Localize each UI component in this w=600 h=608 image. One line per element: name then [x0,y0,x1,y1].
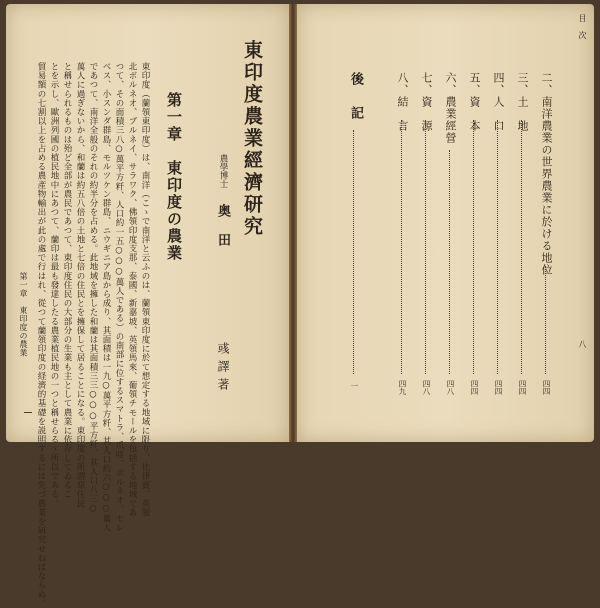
toc-entry-label: 三、土 地 [516,72,529,132]
toc-leader [497,120,498,374]
toc-entry-page: 四四 [470,380,479,395]
body-line: ベス、小スンダ群島、モルツケン群島、ニウギニア島から成り、其面積は一九○萬平方粁、其人口約六○○○萬人 [101,62,111,533]
toc-entry-page: 四九 [398,380,407,395]
body-line: 東印度（蘭領東印度）は、南洋（こゝで南洋と云ふのは、蘭領東印度に於て想定する地域に限り、比律賓、英領 [140,62,150,517]
toc-entry-page: 四四 [542,380,551,395]
toc-leader [425,120,426,374]
toc-leader [449,150,450,374]
toc-entry-label: 二、南洋農業の世界農業に於ける地位 [540,72,553,276]
body-line: とを示し、歐洲列國の植民地中にあつて、蘭印は最も發達したる農業植民地の一つと稱せらるゝ所以である。 [49,62,59,508]
body-line: 北ボルネオ、ブルネイ、サラワク、佛領印度支那、泰國、新嘉坡、英領馬來、葡領チモールを包括する地域であ [127,62,137,517]
author-name: 奥田 [215,204,230,262]
body-line: であつて、南洋全般のそれの約半分を占める。此地域を擁した和蘭は其面積三三○○○平方粁、其人口八三○ [88,62,98,514]
book-gutter [289,4,297,442]
toc-header-page: 八 [578,340,587,349]
toc-entry-label: 四、人 口 [492,72,505,132]
folio-mark [24,412,32,413]
book-title: 東印度農業經濟研究 [241,40,263,238]
toc-leader [401,120,402,374]
toc-entry-label: 五、資 本 [468,72,481,132]
toc-entry-page: 四八 [422,380,431,395]
toc-leader [521,120,522,374]
toc-leader [473,120,474,374]
toc-leader [353,130,354,374]
toc-header-label: 目 次 [578,14,587,40]
left-page [6,4,289,608]
toc-entry-page: 四八 [446,380,455,395]
toc-entry-page: 四四 [518,380,527,395]
postscript-label: 後 記 [348,72,363,123]
toc-entry-label: 七、資 源 [420,72,433,132]
body-line: 萬人に過ぎないから、和蘭は約五八倍の土地と七倍の住民とを擁保して居ることになる。東印度の所謂原住民 [75,62,85,508]
right-page [297,4,594,442]
postscript-page: 一 [350,382,359,390]
toc-entry-page: 四四 [494,380,503,395]
running-head: 第一章 東印度の農業 [19,272,28,357]
author-degree: 農學博士 [218,154,228,188]
translator-credit: 彧譯著 [216,342,230,396]
toc-leader [545,266,546,374]
chapter-title: 第一章 東印度の農業 [165,92,183,262]
toc-entry-label: 六、農業經營 [444,72,457,144]
body-line: と稱せられるものは殆ど全部が農民であつて、東印度住民の大部分の生業も主として農業に依存してゐるこ [62,62,72,499]
body-line: つて、その面積三八○萬平方粁、人口約一五○○○萬人である）の南部に位するスマトラ、爪哇、ボルネオ、セレ [114,62,124,533]
toc-entry-label: 八、結 言 [396,72,409,132]
body-line: 貿易額の七割以上を占める農產物輸出が此の處で行はれ、從つて蘭領印度の経濟的基礎を説明するには先づ農業を研究せねばならぬ。 [36,62,46,608]
